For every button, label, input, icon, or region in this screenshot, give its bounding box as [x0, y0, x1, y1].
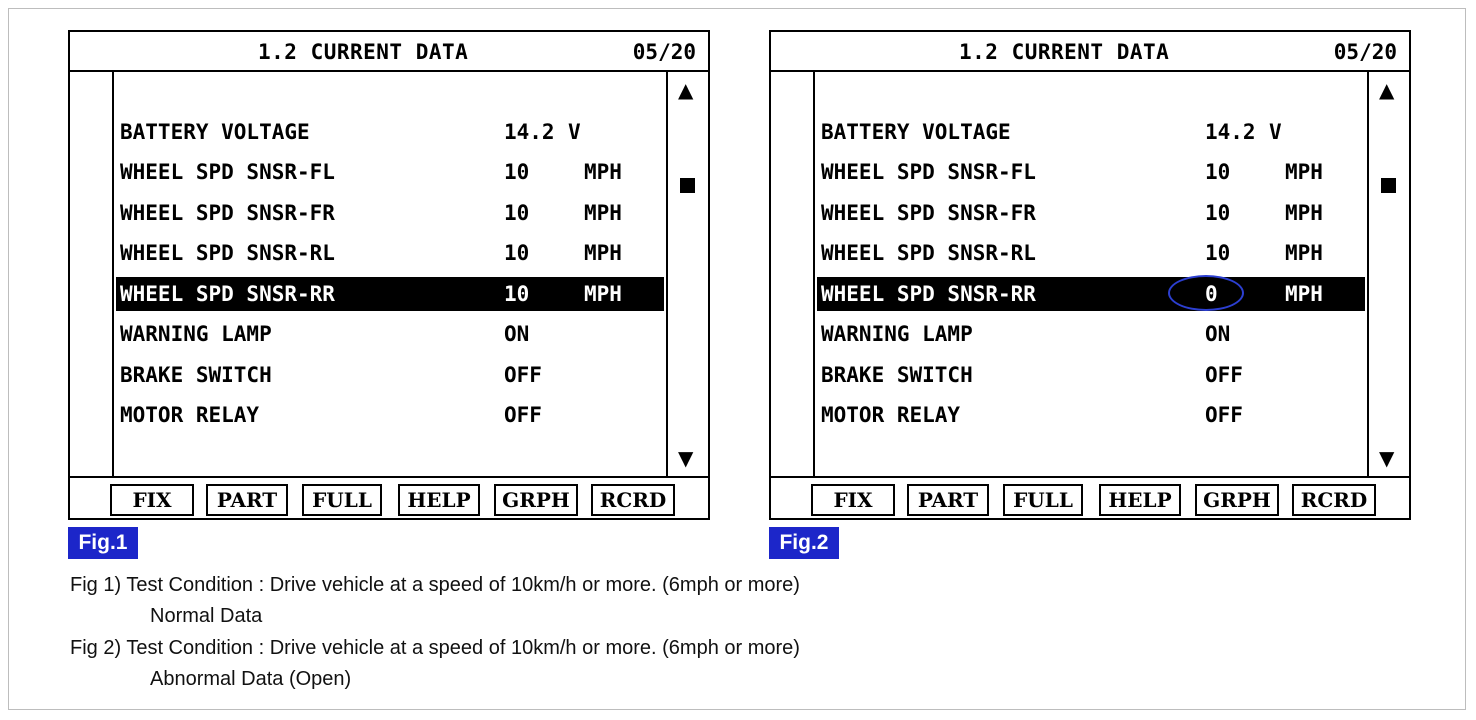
row-unit: MPH: [584, 282, 622, 306]
row-unit: MPH: [584, 160, 622, 184]
row-value: 0: [1205, 282, 1218, 306]
fix-button[interactable]: FIX: [110, 484, 194, 516]
help-button[interactable]: HELP: [398, 484, 480, 516]
fig1-badge: Fig.1: [68, 527, 138, 559]
row-label: WARNING LAMP: [120, 322, 272, 346]
data-row-battery-voltage[interactable]: [817, 115, 1365, 149]
row-value: 14.2: [1205, 120, 1256, 144]
help-button[interactable]: HELP: [1099, 484, 1181, 516]
row-label: BATTERY VOLTAGE: [120, 120, 310, 144]
data-row-warning-lamp[interactable]: [817, 317, 1365, 351]
row-value: 10: [1205, 201, 1231, 225]
data-row-motor-relay[interactable]: [817, 398, 1365, 432]
row-label: WHEEL SPD SNSR-FL: [821, 160, 1036, 184]
data-row-motor-relay[interactable]: [116, 398, 664, 432]
data-row-wheel-spd-fr[interactable]: [116, 196, 664, 230]
scroll-down-arrow-icon[interactable]: ▼: [678, 446, 694, 470]
row-label: WHEEL SPD SNSR-RL: [120, 241, 335, 265]
row-value: 14.2: [504, 120, 555, 144]
row-unit: MPH: [584, 201, 622, 225]
row-label: BRAKE SWITCH: [821, 363, 973, 387]
data-row-warning-lamp[interactable]: [116, 317, 664, 351]
screen-title: 1.2 CURRENT DATA: [258, 40, 469, 64]
scrollbar-divider: [666, 72, 668, 476]
fig2-badge: Fig.2: [769, 527, 839, 559]
fig2-test-condition: Fig 2) Test Condition : Drive vehicle at a speed of 10km/h or more. (6mph or more): [70, 637, 800, 659]
row-unit: MPH: [1285, 282, 1323, 306]
left-divider: [112, 72, 114, 476]
row-value: ON: [1205, 322, 1231, 346]
rcrd-button[interactable]: RCRD: [1292, 484, 1376, 516]
scroll-down-arrow-icon[interactable]: ▼: [1379, 446, 1395, 470]
full-button[interactable]: FULL: [302, 484, 382, 516]
scan-tool-screen-fig1: [68, 30, 710, 520]
title-bar: [70, 32, 708, 72]
row-value: ON: [504, 322, 530, 346]
row-value: 10: [504, 241, 530, 265]
row-label: WHEEL SPD SNSR-FL: [120, 160, 335, 184]
page-indicator: 05/20: [1333, 40, 1397, 64]
data-row-wheel-spd-rr[interactable]: [817, 277, 1365, 311]
row-value: OFF: [504, 403, 542, 427]
row-label: WHEEL SPD SNSR-RR: [120, 282, 335, 306]
screen-title: 1.2 CURRENT DATA: [959, 40, 1170, 64]
row-value: 10: [504, 282, 530, 306]
scan-tool-screen-fig2: [769, 30, 1411, 520]
row-value: OFF: [504, 363, 542, 387]
data-row-battery-voltage[interactable]: [116, 115, 664, 149]
row-unit: V: [1269, 120, 1282, 144]
row-label: WHEEL SPD SNSR-RR: [821, 282, 1036, 306]
scroll-thumb[interactable]: [680, 178, 695, 193]
data-row-wheel-spd-fr[interactable]: [817, 196, 1365, 230]
data-row-brake-switch[interactable]: [116, 358, 664, 392]
data-row-wheel-spd-rr[interactable]: [116, 277, 664, 311]
row-label: MOTOR RELAY: [120, 403, 260, 427]
row-label: WHEEL SPD SNSR-RL: [821, 241, 1036, 265]
data-row-brake-switch[interactable]: [817, 358, 1365, 392]
fig1-test-condition: Fig 1) Test Condition : Drive vehicle at a speed of 10km/h or more. (6mph or more): [70, 574, 800, 596]
row-label: WARNING LAMP: [821, 322, 973, 346]
row-label: WHEEL SPD SNSR-FR: [821, 201, 1036, 225]
full-button[interactable]: FULL: [1003, 484, 1083, 516]
abnormal-value-highlight-circle: [1168, 275, 1244, 311]
left-divider: [813, 72, 815, 476]
row-label: BRAKE SWITCH: [120, 363, 272, 387]
grph-button[interactable]: GRPH: [494, 484, 578, 516]
row-label: WHEEL SPD SNSR-FR: [120, 201, 335, 225]
row-value: OFF: [1205, 363, 1243, 387]
row-unit: MPH: [584, 241, 622, 265]
row-value: 10: [1205, 160, 1231, 184]
fix-button[interactable]: FIX: [811, 484, 895, 516]
scrollbar-divider: [1367, 72, 1369, 476]
row-value: 10: [1205, 241, 1231, 265]
row-value: 10: [504, 201, 530, 225]
title-bar: [771, 32, 1409, 72]
part-button[interactable]: PART: [206, 484, 288, 516]
row-value: 10: [504, 160, 530, 184]
data-row-wheel-spd-fl[interactable]: [817, 155, 1365, 189]
row-unit: MPH: [1285, 201, 1323, 225]
rcrd-button[interactable]: RCRD: [591, 484, 675, 516]
fig2-result: Abnormal Data (Open): [150, 668, 352, 690]
data-row-wheel-spd-rl[interactable]: [817, 236, 1365, 270]
row-unit: MPH: [1285, 241, 1323, 265]
row-unit: V: [568, 120, 581, 144]
row-unit: MPH: [1285, 160, 1323, 184]
row-label: BATTERY VOLTAGE: [821, 120, 1011, 144]
scroll-up-arrow-icon[interactable]: ▲: [1379, 78, 1395, 102]
data-row-wheel-spd-fl[interactable]: [116, 155, 664, 189]
scroll-up-arrow-icon[interactable]: ▲: [678, 78, 694, 102]
scroll-thumb[interactable]: [1381, 178, 1396, 193]
page-indicator: 05/20: [632, 40, 696, 64]
grph-button[interactable]: GRPH: [1195, 484, 1279, 516]
row-value: OFF: [1205, 403, 1243, 427]
part-button[interactable]: PART: [907, 484, 989, 516]
data-row-wheel-spd-rl[interactable]: [116, 236, 664, 270]
row-label: MOTOR RELAY: [821, 403, 961, 427]
fig1-result: Normal Data: [150, 605, 263, 627]
